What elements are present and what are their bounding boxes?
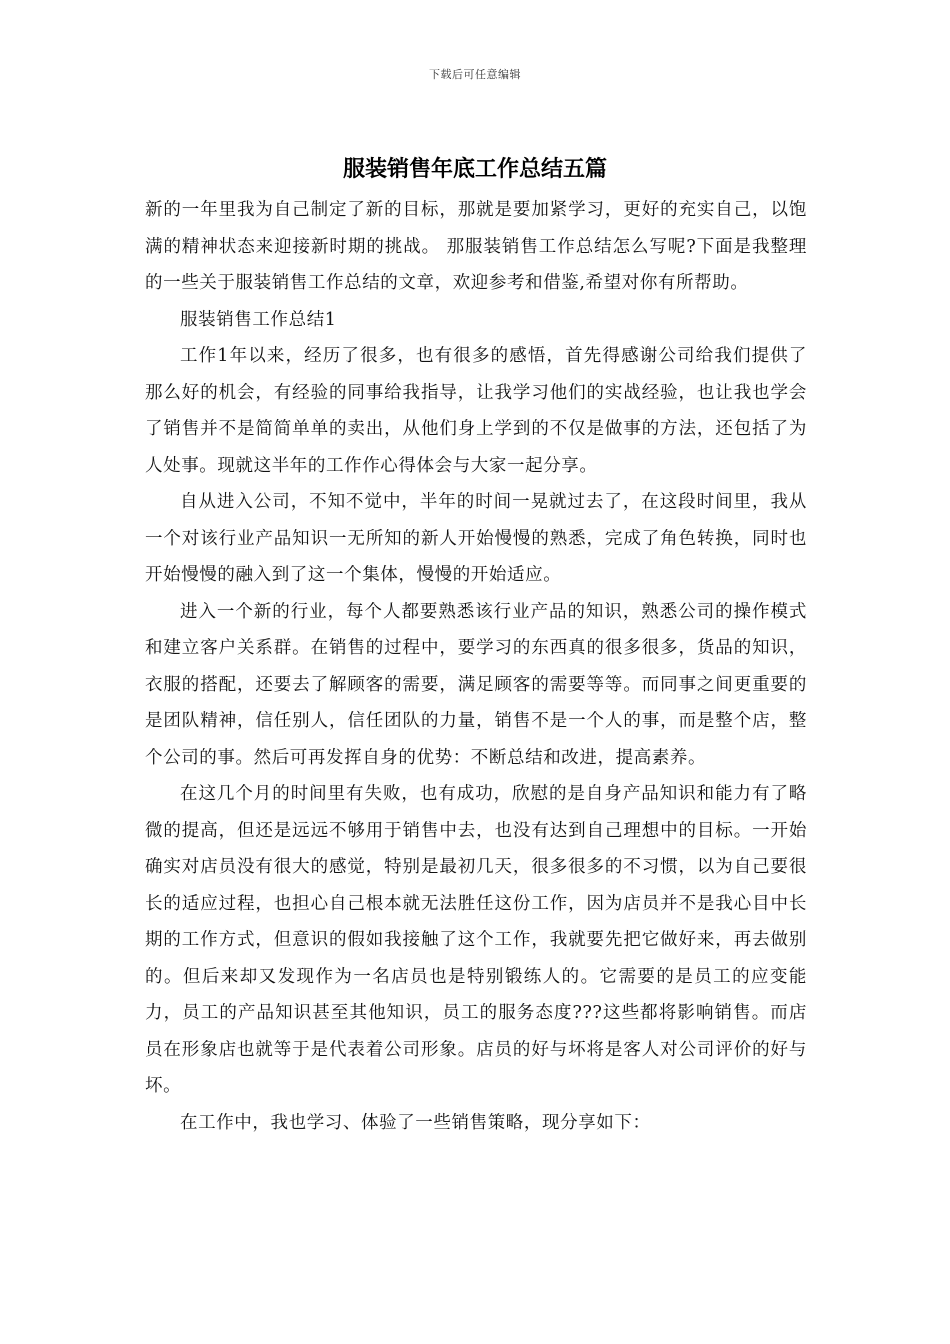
body-paragraph: 工作1年以来，经历了很多，也有很多的感悟，首先得感谢公司给我们提供了那么好的机会，有经验的同事给我指导，让我学习他们的实战经验，也让我也学会了销售并不是简简单单的卖出，从他们身上学到的不仅是做事的方法，还包括了为人处事。现就这半年的工作作心得体会与大家一起分享。 xyxy=(145,346,807,476)
section-heading-1: 服装销售工作总结1 xyxy=(180,309,337,330)
body-paragraph: 在这几个月的时间里有失败，也有成功，欣慰的是自身产品知识和能力有了略微的提高，但还是远远不够用于销售中去，也没有达到自己理想中的目标。一开始确实对店员没有很大的感觉，特别是最初几天，很多很多的不习惯，以为自己要很长的适应过程，也担心自己根本就无法胜任这份工作，因为店员并不是我心目中长期的工作方式，但意识的假如我接触了这个工作，我就要先把它做好来，再去做别的。但后来却又发现作为一名店员也是特别锻练人的。它需要的是员工的应变能力，员工的产品知识甚至其他知识，员工的服务态度???这些都将影响销售。而店员在形象店也就等于是代表着公司形象。店员的好与坏将是客人对公司评价的好与坏。 xyxy=(145,784,807,1096)
body-paragraph: 在工作中，我也学习、体验了一些销售策略，现分享如下： xyxy=(180,1112,651,1133)
body-paragraph: 自从进入公司，不知不觉中，半年的时间一晃就过去了，在这段时间里，我从一个对该行业产品知识一无所知的新人开始慢慢的熟悉，完成了角色转换，同时也开始慢慢的融入到了这一个集体，慢慢的开始适应。 xyxy=(145,492,807,585)
page-header-note: 下载后可任意编辑 xyxy=(429,68,521,81)
intro-paragraph: 新的一年里我为自己制定了新的目标，那就是要加紧学习，更好的充实自己，以饱满的精神状态来迎接新时期的挑战。 那服装销售工作总结怎么写呢?下面是我整理的一些关于服装销售工作总结的文章，欢迎参考和借鉴,希望对你有所帮助。 xyxy=(145,200,807,293)
document-body xyxy=(145,192,807,1141)
body-paragraph: 进入一个新的行业，每个人都要熟悉该行业产品的知识，熟悉公司的操作模式和建立客户关系群。在销售的过程中，要学习的东西真的很多很多，货品的知识，衣服的搭配，还要去了解顾客的需要，满足顾客的需要等等。而同事之间更重要的是团队精神，信任别人，信任团队的力量，销售不是一个人的事，而是整个店，整个公司的事。然后可再发挥自身的优势：不断总结和改进，提高素养。 xyxy=(145,601,807,768)
document-title: 服装销售年底工作总结五篇 xyxy=(342,156,607,182)
